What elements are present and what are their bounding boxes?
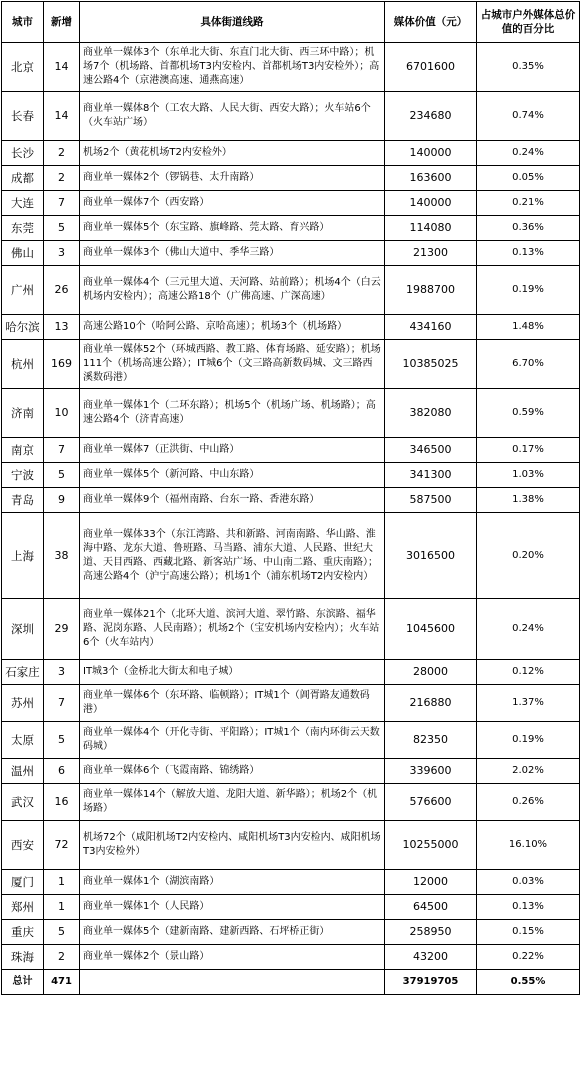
percent-cell: 0.74% bbox=[477, 92, 580, 141]
new-count-cell: 7 bbox=[44, 191, 80, 216]
city-cell: 苏州 bbox=[2, 685, 44, 722]
route-cell: 商业单一媒体33个（东江湾路、共和新路、河南南路、华山路、淮海中路、龙东大道、鲁班路、马当路、浦东大道、人民路、世纪大道、天目西路、西藏北路、新客站广场、中山南二路、重庆南路）；高速公路4个（沪宁高速公路）；机场1个（浦东机场T2内安检内） bbox=[80, 513, 385, 599]
new-count-cell: 7 bbox=[44, 685, 80, 722]
city-cell: 长沙 bbox=[2, 141, 44, 166]
percent-cell: 1.38% bbox=[477, 488, 580, 513]
media-value-cell: 43200 bbox=[385, 945, 477, 970]
table-row bbox=[2, 821, 580, 870]
route-cell: 商业单一媒体4个（开化寺街、平阳路）；IT城1个（南内环街云天数码城） bbox=[80, 722, 385, 759]
new-count-cell: 3 bbox=[44, 660, 80, 685]
media-value-cell: 341300 bbox=[385, 463, 477, 488]
media-value-cell: 28000 bbox=[385, 660, 477, 685]
route-cell: 机场2个（黄花机场T2内安检外） bbox=[80, 141, 385, 166]
media-value-cell: 258950 bbox=[385, 920, 477, 945]
header-new: 新增 bbox=[44, 2, 80, 43]
header-row bbox=[2, 2, 580, 43]
table-row bbox=[2, 945, 580, 970]
total-percent-cell: 0.55% bbox=[477, 970, 580, 995]
media-value-cell: 216880 bbox=[385, 685, 477, 722]
media-value-cell: 234680 bbox=[385, 92, 477, 141]
table-body bbox=[2, 43, 580, 995]
route-cell: 商业单一媒体6个（东环路、临顿路）；IT城1个（阊胥路友通数码港） bbox=[80, 685, 385, 722]
new-count-cell: 2 bbox=[44, 166, 80, 191]
city-cell: 西安 bbox=[2, 821, 44, 870]
percent-cell: 0.24% bbox=[477, 599, 580, 660]
table-row bbox=[2, 166, 580, 191]
percent-cell: 1.48% bbox=[477, 315, 580, 340]
percent-cell: 0.59% bbox=[477, 389, 580, 438]
route-cell: 机场72个（咸阳机场T2内安检内、咸阳机场T3内安检内、咸阳机场T3内安检外） bbox=[80, 821, 385, 870]
new-count-cell: 2 bbox=[44, 141, 80, 166]
new-count-cell: 26 bbox=[44, 266, 80, 315]
percent-cell: 0.19% bbox=[477, 266, 580, 315]
media-value-cell: 140000 bbox=[385, 191, 477, 216]
new-count-cell: 5 bbox=[44, 920, 80, 945]
table-row bbox=[2, 315, 580, 340]
media-value-cell: 3016500 bbox=[385, 513, 477, 599]
percent-cell: 0.20% bbox=[477, 513, 580, 599]
percent-cell: 6.70% bbox=[477, 340, 580, 389]
table-row bbox=[2, 141, 580, 166]
percent-cell: 0.15% bbox=[477, 920, 580, 945]
new-count-cell: 72 bbox=[44, 821, 80, 870]
media-value-cell: 382080 bbox=[385, 389, 477, 438]
new-count-cell: 169 bbox=[44, 340, 80, 389]
header-percent: 占城市户外媒体总价值的百分比 bbox=[477, 2, 580, 43]
table-row bbox=[2, 722, 580, 759]
city-cell: 哈尔滨 bbox=[2, 315, 44, 340]
media-value-cell: 434160 bbox=[385, 315, 477, 340]
new-count-cell: 14 bbox=[44, 92, 80, 141]
percent-cell: 0.05% bbox=[477, 166, 580, 191]
percent-cell: 0.35% bbox=[477, 43, 580, 92]
media-value-cell: 114080 bbox=[385, 216, 477, 241]
city-cell: 广州 bbox=[2, 266, 44, 315]
new-count-cell: 38 bbox=[44, 513, 80, 599]
route-cell: 商业单一媒体14个（解放大道、龙阳大道、新华路）；机场2个（机场路） bbox=[80, 784, 385, 821]
media-value-cell: 339600 bbox=[385, 759, 477, 784]
table-row bbox=[2, 216, 580, 241]
city-cell: 成都 bbox=[2, 166, 44, 191]
percent-cell: 1.03% bbox=[477, 463, 580, 488]
media-value-cell: 140000 bbox=[385, 141, 477, 166]
route-cell: 商业单一媒体4个（三元里大道、天河路、站前路）；机场4个（白云机场内安检内）；高速公路18个（广佛高速、广深高速） bbox=[80, 266, 385, 315]
percent-cell: 0.22% bbox=[477, 945, 580, 970]
media-value-cell: 1045600 bbox=[385, 599, 477, 660]
new-count-cell: 7 bbox=[44, 438, 80, 463]
media-value-cell: 576600 bbox=[385, 784, 477, 821]
route-cell: 商业单一媒体7（正洪街、中山路） bbox=[80, 438, 385, 463]
percent-cell: 0.19% bbox=[477, 722, 580, 759]
new-count-cell: 2 bbox=[44, 945, 80, 970]
new-count-cell: 5 bbox=[44, 722, 80, 759]
city-cell: 东莞 bbox=[2, 216, 44, 241]
media-value-cell: 82350 bbox=[385, 722, 477, 759]
route-cell: 商业单一媒体21个（北环大道、滨河大道、翠竹路、东滨路、福华路、泥岗东路、人民南路）；机场2个（宝安机场内安检内）；火车站6个（火车站内） bbox=[80, 599, 385, 660]
table-row bbox=[2, 870, 580, 895]
total-route-cell bbox=[80, 970, 385, 995]
city-cell: 大连 bbox=[2, 191, 44, 216]
media-value-cell: 1988700 bbox=[385, 266, 477, 315]
percent-cell: 1.37% bbox=[477, 685, 580, 722]
percent-cell: 0.12% bbox=[477, 660, 580, 685]
city-cell: 石家庄 bbox=[2, 660, 44, 685]
city-cell: 上海 bbox=[2, 513, 44, 599]
media-value-cell: 163600 bbox=[385, 166, 477, 191]
city-cell: 长春 bbox=[2, 92, 44, 141]
city-cell: 杭州 bbox=[2, 340, 44, 389]
city-cell: 北京 bbox=[2, 43, 44, 92]
media-value-cell: 6701600 bbox=[385, 43, 477, 92]
table-row bbox=[2, 685, 580, 722]
table-row bbox=[2, 438, 580, 463]
table-row bbox=[2, 513, 580, 599]
table-row bbox=[2, 920, 580, 945]
route-cell: 商业单一媒体6个（飞霞南路、锦绣路） bbox=[80, 759, 385, 784]
media-value-cell: 10385025 bbox=[385, 340, 477, 389]
route-cell: 商业单一媒体9个（福州南路、台东一路、香港东路） bbox=[80, 488, 385, 513]
percent-cell: 0.13% bbox=[477, 241, 580, 266]
table-row bbox=[2, 389, 580, 438]
total-new-count-cell: 471 bbox=[44, 970, 80, 995]
percent-cell: 2.02% bbox=[477, 759, 580, 784]
percent-cell: 0.17% bbox=[477, 438, 580, 463]
new-count-cell: 9 bbox=[44, 488, 80, 513]
new-count-cell: 6 bbox=[44, 759, 80, 784]
percent-cell: 0.36% bbox=[477, 216, 580, 241]
new-count-cell: 1 bbox=[44, 870, 80, 895]
table-row bbox=[2, 488, 580, 513]
media-value-cell: 12000 bbox=[385, 870, 477, 895]
media-value-cell: 10255000 bbox=[385, 821, 477, 870]
city-cell: 南京 bbox=[2, 438, 44, 463]
new-count-cell: 14 bbox=[44, 43, 80, 92]
route-cell: 商业单一媒体1个（湖滨南路） bbox=[80, 870, 385, 895]
city-cell: 武汉 bbox=[2, 784, 44, 821]
city-cell: 太原 bbox=[2, 722, 44, 759]
table-row bbox=[2, 241, 580, 266]
city-cell: 济南 bbox=[2, 389, 44, 438]
table-row bbox=[2, 43, 580, 92]
route-cell: 商业单一媒体5个（建新南路、建新西路、石坪桥正街） bbox=[80, 920, 385, 945]
route-cell: 商业单一媒体1个（人民路） bbox=[80, 895, 385, 920]
new-count-cell: 5 bbox=[44, 463, 80, 488]
percent-cell: 0.13% bbox=[477, 895, 580, 920]
table-row bbox=[2, 759, 580, 784]
route-cell: 商业单一媒体52个（环城西路、教工路、体育场路、延安路）；机场111个（机场高速公路）；IT城6个（文三路高新数码城、文三路西溪数码港） bbox=[80, 340, 385, 389]
city-cell: 温州 bbox=[2, 759, 44, 784]
city-cell: 青岛 bbox=[2, 488, 44, 513]
table-row bbox=[2, 463, 580, 488]
table-row bbox=[2, 599, 580, 660]
route-cell: 商业单一媒体8个（工农大路、人民大街、西安大路）；火车站6个（火车站广场） bbox=[80, 92, 385, 141]
media-value-cell: 64500 bbox=[385, 895, 477, 920]
table-row bbox=[2, 784, 580, 821]
header-value: 媒体价值（元） bbox=[385, 2, 477, 43]
new-count-cell: 16 bbox=[44, 784, 80, 821]
total-media-value-cell: 37919705 bbox=[385, 970, 477, 995]
route-cell: 商业单一媒体2个（景山路） bbox=[80, 945, 385, 970]
city-cell: 佛山 bbox=[2, 241, 44, 266]
route-cell: 商业单一媒体1个（二环东路）；机场5个（机场广场、机场路）；高速公路4个（济青高速） bbox=[80, 389, 385, 438]
percent-cell: 0.24% bbox=[477, 141, 580, 166]
table-row bbox=[2, 660, 580, 685]
total-row bbox=[2, 970, 580, 995]
new-count-cell: 10 bbox=[44, 389, 80, 438]
percent-cell: 0.26% bbox=[477, 784, 580, 821]
new-count-cell: 13 bbox=[44, 315, 80, 340]
city-cell: 深圳 bbox=[2, 599, 44, 660]
table-row bbox=[2, 191, 580, 216]
percent-cell: 0.03% bbox=[477, 870, 580, 895]
percent-cell: 0.21% bbox=[477, 191, 580, 216]
percent-cell: 16.10% bbox=[477, 821, 580, 870]
table-row bbox=[2, 92, 580, 141]
route-cell: 商业单一媒体5个（东宝路、旗峰路、莞太路、育兴路） bbox=[80, 216, 385, 241]
route-cell: 商业单一媒体3个（佛山大道中、季华三路） bbox=[80, 241, 385, 266]
city-cell: 宁波 bbox=[2, 463, 44, 488]
media-value-cell: 21300 bbox=[385, 241, 477, 266]
route-cell: 商业单一媒体7个（西安路） bbox=[80, 191, 385, 216]
media-value-cell: 346500 bbox=[385, 438, 477, 463]
route-cell: 商业单一媒体3个（东单北大街、东直门北大街、西三环中路）；机场7个（机场路、首都机场T3内安检内、首都机场T3内安检外）；高速公路4个（京港澳高速、通燕高速） bbox=[80, 43, 385, 92]
header-route: 具体街道线路 bbox=[80, 2, 385, 43]
route-cell: IT城3个（金桥北大街太和电子城） bbox=[80, 660, 385, 685]
new-count-cell: 1 bbox=[44, 895, 80, 920]
media-value-cell: 587500 bbox=[385, 488, 477, 513]
new-count-cell: 29 bbox=[44, 599, 80, 660]
route-cell: 商业单一媒体2个（锣锅巷、太升南路） bbox=[80, 166, 385, 191]
header-city: 城市 bbox=[2, 2, 44, 43]
city-cell: 郑州 bbox=[2, 895, 44, 920]
city-media-table bbox=[1, 1, 580, 995]
route-cell: 商业单一媒体5个（新河路、中山东路） bbox=[80, 463, 385, 488]
new-count-cell: 3 bbox=[44, 241, 80, 266]
new-count-cell: 5 bbox=[44, 216, 80, 241]
table-row bbox=[2, 266, 580, 315]
table-row bbox=[2, 340, 580, 389]
total-city-cell: 总计 bbox=[2, 970, 44, 995]
city-cell: 珠海 bbox=[2, 945, 44, 970]
city-cell: 厦门 bbox=[2, 870, 44, 895]
route-cell: 高速公路10个（哈阿公路、京哈高速）；机场3个（机场路） bbox=[80, 315, 385, 340]
city-cell: 重庆 bbox=[2, 920, 44, 945]
table-row bbox=[2, 895, 580, 920]
